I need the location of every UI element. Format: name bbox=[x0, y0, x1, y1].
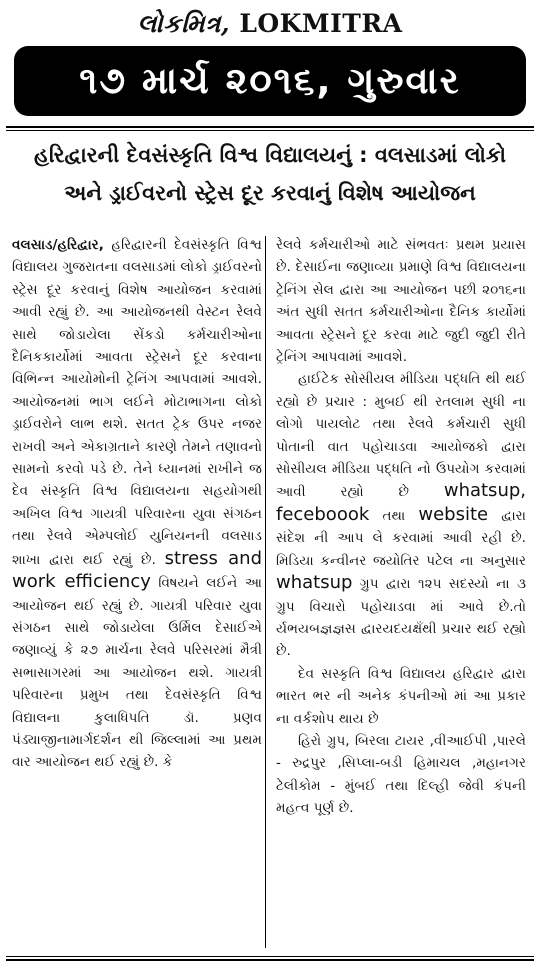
english-phrase: stress and work efficiency bbox=[12, 547, 262, 593]
dateline: વલસાડ/હરિદ્વાર, bbox=[12, 237, 104, 253]
bottom-rule bbox=[6, 959, 534, 961]
masthead-latin: LOKMITRA bbox=[239, 9, 403, 38]
article-column-left bbox=[12, 234, 262, 950]
left-paragraph bbox=[12, 234, 262, 774]
right-text-2a: હાઈટેક સોસીયલ મીડિયા પદ્ધતિ થી થઈ રહ્યો છે પ્રચાર : મુબઈ થી રતલામ સુધી ના લોગો પાયલોટ તથા રેલવે કર્મચારી સુધી પોતાની વાત પહોચાડવા આયોજકો દ્વારા સોસીયલ મીડિયા પદ્ધતિ નો ઉપયોગ કરવામાં આવી રહ્યો છે bbox=[276, 371, 526, 501]
article-column-right bbox=[276, 234, 526, 950]
headline-line-2: અને ડ્રાઈવરનો સ્ટ્રેસ દૂર કરવાનું વિશેષ આયોજન bbox=[64, 181, 476, 205]
right-paragraph-2 bbox=[276, 368, 526, 662]
top-rule bbox=[6, 126, 534, 128]
english-facebook: feceboook bbox=[276, 503, 370, 525]
masthead bbox=[0, 6, 540, 42]
bottom-rule-thin bbox=[6, 956, 534, 957]
left-text-2: વિષયને લઈને આ આયોજન થઈ રહ્યું છે. ગાયત્રી પરિવાર યુવા સંગઠન સાથે જોડાયેલા ઉર્મિલ દેસાઈએ જણાવ્યું કે ૨૭ માર્ચના રેલવે પરિસરમાં મૈત્રી સભાસાગરમાં આ આયોજન થશે. ગાયત્રી પરિવારના પ્રમુખ તથા દેવસંસ્કૃતિ વિશ્વ વિદ્યાલના કુલાધિપતિ ડૉ. પ્રણવ પંડ્યાજીનામાર્ગદર્શન થી જિલ્લામાં આ પ્રથમ વાર આયોજન થઈ રહ્યું છે. કે bbox=[12, 575, 262, 771]
english-whatsup-2: whatsup bbox=[276, 572, 353, 594]
article-headline bbox=[8, 136, 532, 212]
right-text-2d: ગ્રુપ દ્વારા ૧૨૫ સદસ્યો ના ૩ ગ્રુપ વિચારો પહોચાડવા માં આવે છે.તો ર્યભયબજ્ઞજ્ઞસ દ્વારયદયક્ષઁથી પ્રચાર થઈ રહ્યો છે. bbox=[276, 576, 526, 660]
right-paragraph-3: દેવ સસ્કૃતિ વિશ્વ વિદ્યાલય હરિદ્વાર દ્વારા ભારત ભર ની અનેક કંપનીઓ માં આ પ્રકાર ના વર્કશોપ થાય છે bbox=[276, 665, 526, 727]
english-whatsup: whatsup, bbox=[443, 480, 526, 502]
headline-line-1: હરિદ્વારની દેવસંસ્કૃતિ વિશ્વ વિદ્યાલયનું : વલસાડમાં લોકો bbox=[34, 143, 506, 167]
masthead-gujarati: લોકમિત્ર, bbox=[137, 9, 231, 38]
column-divider bbox=[265, 236, 266, 948]
top-rule-thin bbox=[6, 130, 534, 131]
english-website: website bbox=[418, 503, 489, 525]
date-banner: ૧૭ માર્ચ ૨૦૧૬, ગુરુવાર bbox=[14, 46, 526, 116]
left-text-1: હરિદ્વારની દેવસંસ્કૃતિ વિશ્વ વિદ્યાલય ગુજરાતના વલસાડમાં લોકો ડ્રાઈવરનો સ્ટ્રેસ દૂર કરવાનું વિશેષ આયોજન કરવામાં આવી રહ્યું છે. આ આયોજનથી વેસ્ટન રેલવે સાથે જોડાયેલા સેંકડો કર્મચારીઓના દૈનિકકાર્યોમાં આવતા સ્ટ્રેસને દૂર કરવાના વિભિન્ન આયોમોની ટ્રેનિંગ આપવામાં આવશે. આયોજનમાં ભાગ લઈને મોટાભાગના લોકો ડ્રાઈવરોને લાભ થશે. સતત ટ્રેક ઉપર નજર રાખવી અને એકાગ્રતાને કારણે તેમને તણાવનો સામનો કરવો પડે છે. તેને ધ્યાનમાં રાખીને જ દેવ સંસ્કૃતિ વિશ્વ વિદ્યાલયના સહયોગથી અખિલ વિશ્વ ગાયત્રી પરિવારના યુવા સંગઠન તથા રેલવે એમ્પલોઈ યુનિયનની વલસાડ શાખા દ્વારા થઈ રહ્યું છે. bbox=[12, 237, 262, 568]
right-paragraph-1: રેલવે કર્મચારીઓ માટે સંભવતઃ પ્રથમ પ્રયાસ છે. દેસાઈના જણાવ્યા પ્રમાણે વિશ્વ વિદ્યાલયના ટ્રેનિંગ સેલ દ્વારા આ આયોજન પછી ૨૦૧૬ના અંત સુધી સતત કર્મચારીઓના દૈનિક કાર્યોમાં આવતા સ્ટ્રેસને દૂર કરવા માટે જુદી જુદી રીતે ટ્રેનિંગ આપવામાં આવશે. bbox=[276, 237, 526, 366]
right-text-2c: દ્વારા સંદેશ ની આપ લે કરવામાં આવી રહી છે. મિડિયા કન્વીનર જયોતિર પટેલ ના અનુસાર bbox=[276, 507, 526, 569]
right-text-2b: તથા bbox=[382, 507, 406, 524]
right-paragraph-4: હિરો ગ્રુપ, બિરલા ટાયર ,વીઆઈપી ,પારલે - રુદ્રપુર ,સિપ્લા-બડી હિમાચલ ,મહાનગર ટેલીકોમ - મુંબઈ તથા દિલ્હી જેવી કંપની મહત્વ પૂર્ણ છે. bbox=[276, 732, 526, 817]
